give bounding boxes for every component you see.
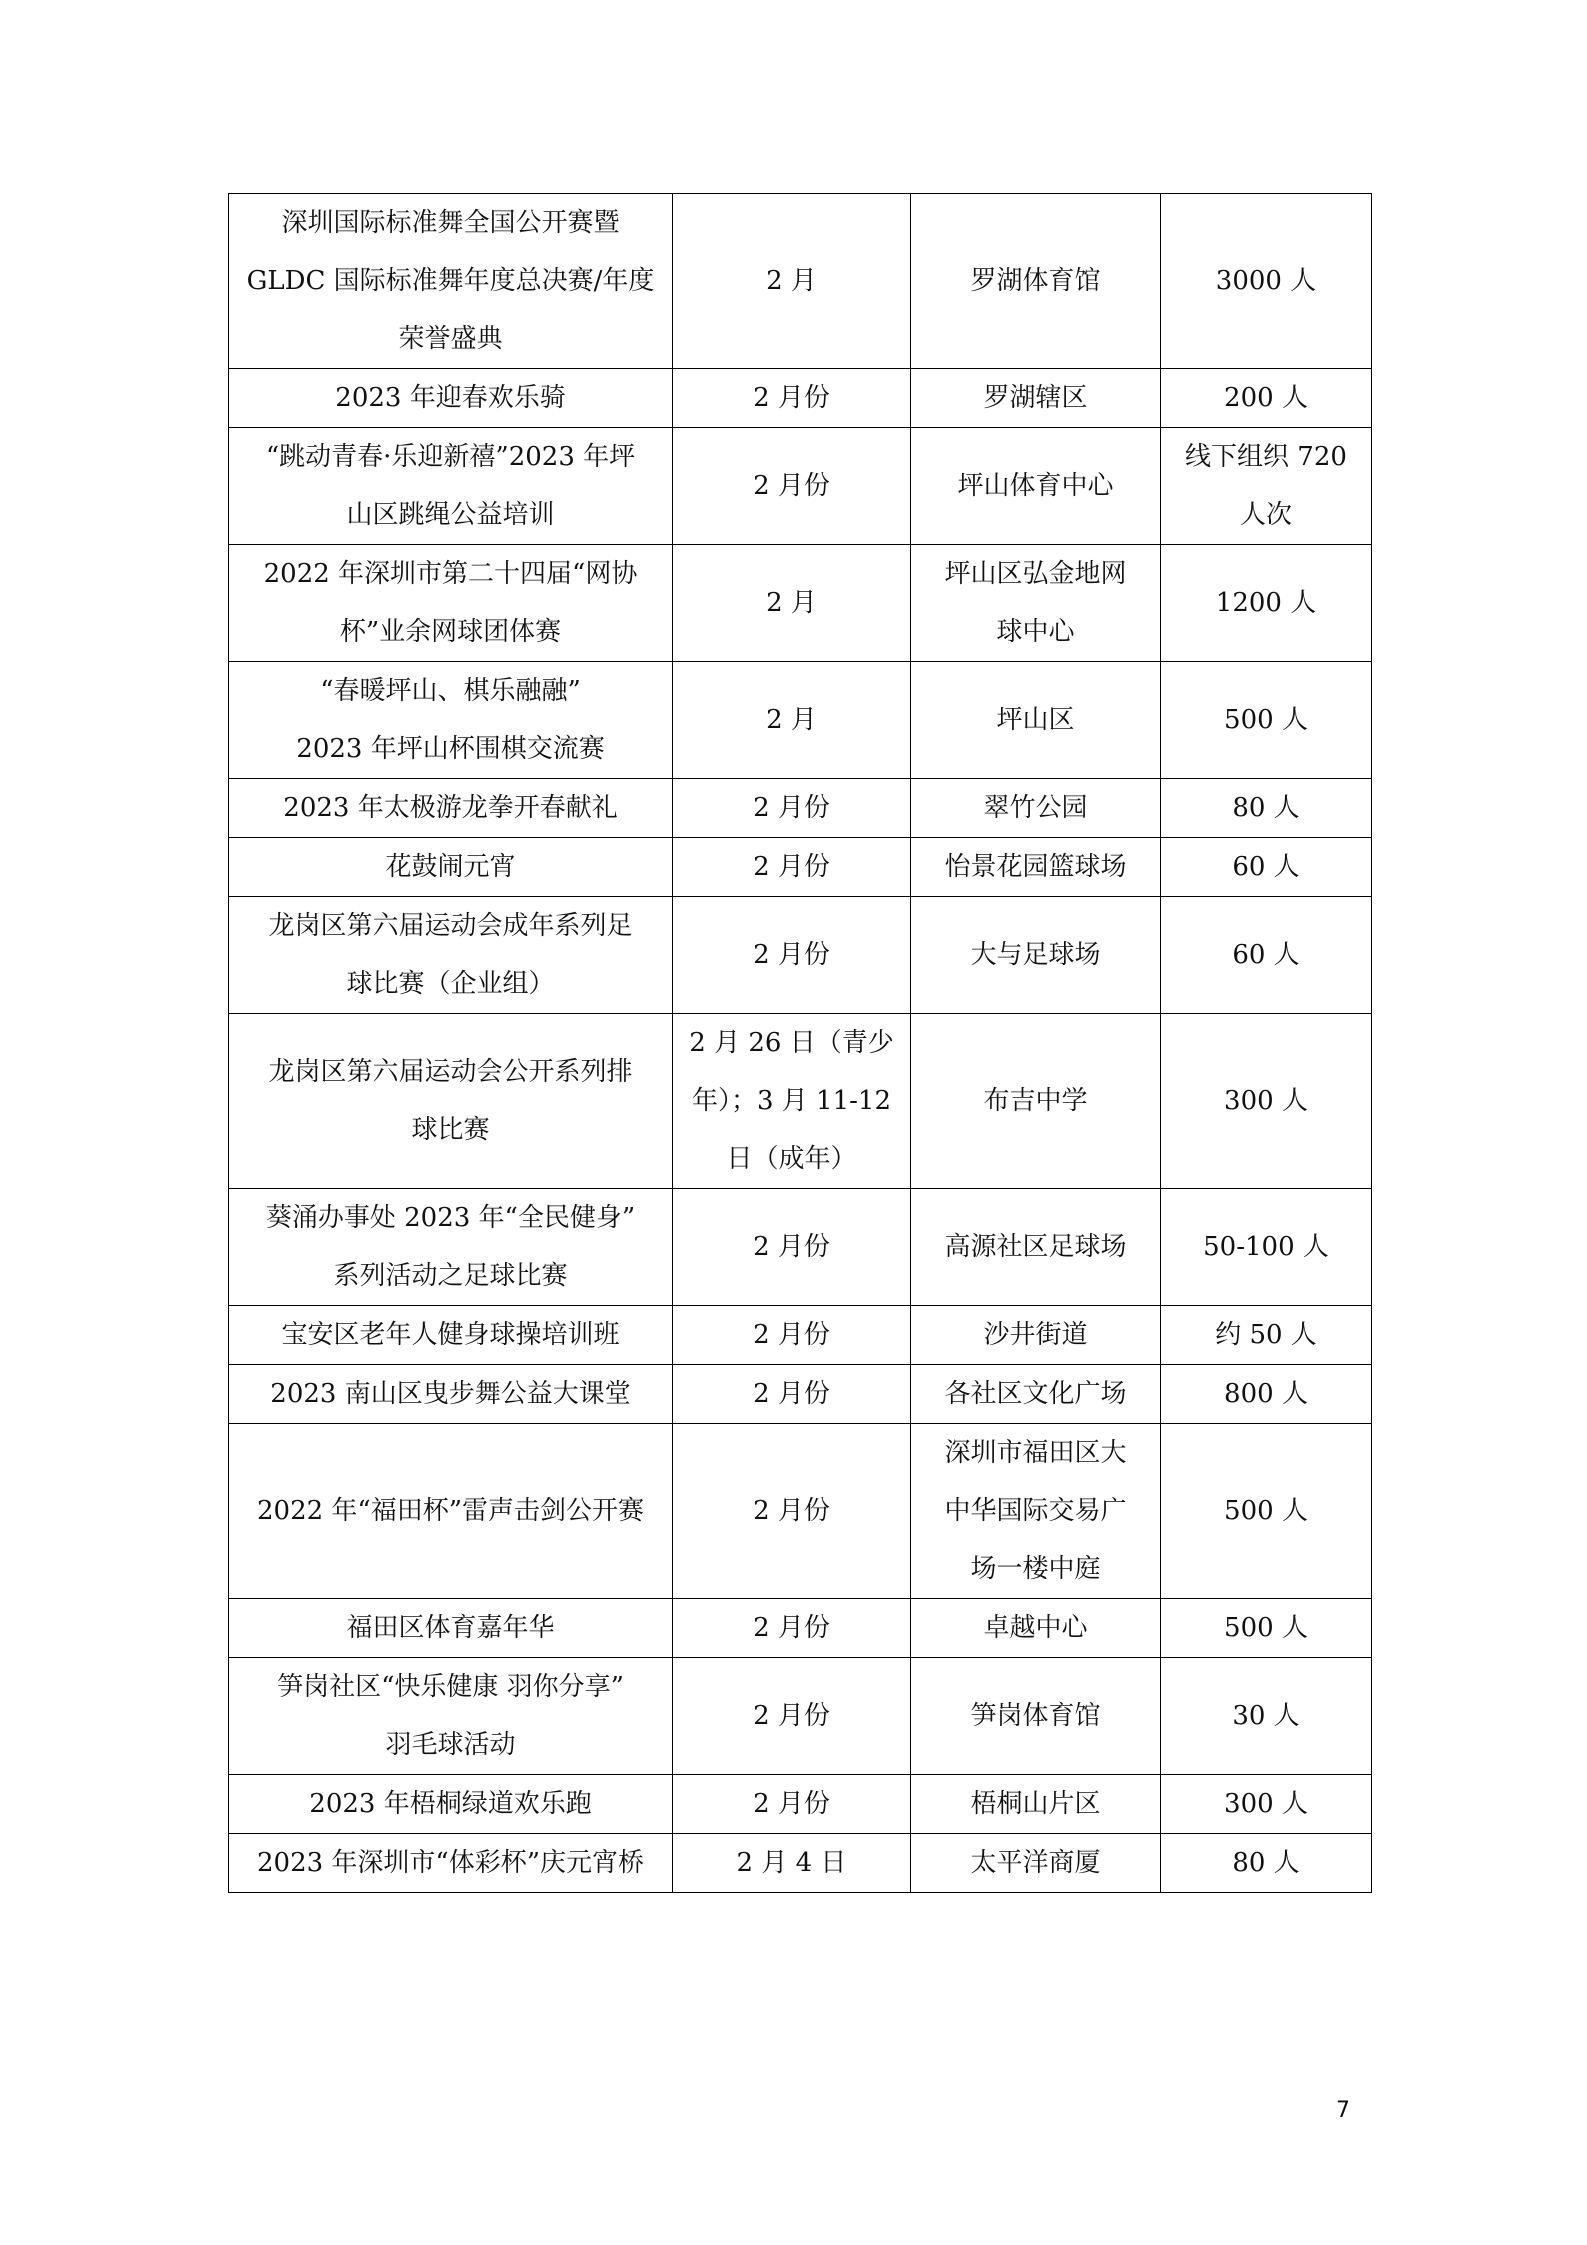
event-date-cell-line: 2 月份 (753, 1232, 830, 1262)
table-row (229, 428, 1372, 545)
event-name-cell-line: 笋岗社区“快乐健康 羽你分享” (277, 1672, 624, 1702)
event-people-cell-line: 30 人 (1232, 1701, 1300, 1731)
event-date-cell (673, 194, 911, 369)
event-people-cell-line: 60 人 (1232, 852, 1300, 882)
event-date-cell-line: 2 月份 (753, 852, 830, 882)
event-name-cell-line: 花鼓闹元宵 (385, 852, 516, 882)
event-date-cell (673, 428, 911, 545)
event-date-cell (673, 369, 911, 428)
event-date-cell (673, 838, 911, 897)
event-venue-cell-line: 罗湖体育馆 (970, 266, 1101, 296)
page-number: 7 (1336, 2098, 1350, 2123)
event-date-cell (673, 662, 911, 779)
event-name-cell-line: 2023 南山区曳步舞公益大课堂 (270, 1379, 631, 1409)
event-name-cell-line: 福田区体育嘉年华 (346, 1613, 555, 1643)
table-row (229, 1014, 1372, 1189)
event-name-cell (229, 1014, 673, 1189)
event-people-cell (1161, 1599, 1372, 1658)
table-row (229, 779, 1372, 838)
table-row (229, 1775, 1372, 1834)
event-venue-cell-line: 罗湖辖区 (983, 383, 1088, 413)
event-name-cell-line: 系列活动之足球比赛 (333, 1261, 568, 1291)
event-venue-cell (911, 779, 1161, 838)
event-people-cell (1161, 369, 1372, 428)
event-venue-cell-line: 坪山区 (996, 705, 1075, 735)
event-venue-cell-line: 各社区文化广场 (944, 1379, 1127, 1409)
event-venue-cell-line: 中华国际交易广 (944, 1496, 1127, 1526)
event-people-cell-line: 约 50 人 (1215, 1320, 1317, 1350)
event-people-cell-line: 线下组织 720 (1185, 442, 1347, 472)
event-name-cell-line: 杯”业余网球团体赛 (339, 617, 562, 647)
event-venue-cell (911, 369, 1161, 428)
event-people-cell-line: 500 人 (1224, 705, 1308, 735)
event-date-cell-line: 2 月份 (753, 1320, 830, 1350)
event-name-cell-line: 2023 年太极游龙拳开春献礼 (283, 793, 618, 823)
event-people-cell-line: 80 人 (1232, 1848, 1300, 1878)
table-row (229, 1658, 1372, 1775)
event-venue-cell (911, 1306, 1161, 1365)
event-name-cell-line: 宝安区老年人健身球操培训班 (281, 1320, 620, 1350)
events-table-body (229, 194, 1372, 1893)
event-name-cell-line: 2023 年深圳市“体彩杯”庆元宵桥 (256, 1848, 645, 1878)
event-date-cell-line: 2 月 4 日 (736, 1848, 847, 1878)
event-name-cell-line: GLDC 国际标准舞年度总决赛/年度 (246, 266, 655, 296)
event-date-cell-line: 2 月份 (753, 1613, 830, 1643)
event-venue-cell-line: 翠竹公园 (983, 793, 1088, 823)
event-name-cell-line: 羽毛球活动 (385, 1730, 516, 1760)
event-date-cell (673, 545, 911, 662)
events-table (228, 193, 1372, 1893)
event-venue-cell-line: 球中心 (996, 617, 1075, 647)
event-name-cell-line: 山区跳绳公益培训 (346, 500, 555, 530)
table-row (229, 194, 1372, 369)
event-date-cell (673, 779, 911, 838)
event-name-cell-line: 2023 年梧桐绿道欢乐跑 (309, 1789, 592, 1819)
event-name-cell-line: 龙岗区第六届运动会成年系列足 (268, 911, 633, 941)
table-row (229, 545, 1372, 662)
event-people-cell-line: 800 人 (1224, 1379, 1308, 1409)
event-people-cell-line: 300 人 (1224, 1789, 1308, 1819)
event-people-cell-line: 60 人 (1232, 940, 1300, 970)
event-venue-cell-line: 怡景花园篮球场 (944, 852, 1127, 882)
event-date-cell-line: 2 月 (766, 588, 817, 618)
event-name-cell-line: 龙岗区第六届运动会公开系列排 (268, 1057, 633, 1087)
event-venue-cell-line: 太平洋商厦 (970, 1848, 1101, 1878)
event-name-cell-line: 葵涌办事处 2023 年“全民健身” (265, 1203, 636, 1233)
table-row (229, 1424, 1372, 1599)
event-date-cell-line: 2 月份 (753, 1496, 830, 1526)
event-people-cell-line: 3000 人 (1215, 266, 1317, 296)
event-people-cell (1161, 1775, 1372, 1834)
event-venue-cell (911, 838, 1161, 897)
event-venue-cell-line: 深圳市福田区大 (944, 1438, 1127, 1468)
event-name-cell (229, 662, 673, 779)
table-row (229, 838, 1372, 897)
event-date-cell-line: 2 月份 (753, 793, 830, 823)
event-date-cell-line: 2 月份 (753, 1701, 830, 1731)
event-people-cell (1161, 1365, 1372, 1424)
event-date-cell-line: 2 月份 (753, 1789, 830, 1819)
event-people-cell-line: 500 人 (1224, 1496, 1308, 1526)
event-people-cell (1161, 1424, 1372, 1599)
event-name-cell (229, 428, 673, 545)
event-name-cell (229, 194, 673, 369)
event-date-cell-line: 2 月份 (753, 940, 830, 970)
event-name-cell-line: 2023 年迎春欢乐骑 (335, 383, 566, 413)
event-name-cell-line: 球比赛（企业组） (346, 969, 555, 999)
table-row (229, 1306, 1372, 1365)
event-venue-cell-line: 布吉中学 (983, 1086, 1088, 1116)
event-name-cell (229, 1775, 673, 1834)
event-people-cell-line: 500 人 (1224, 1613, 1308, 1643)
event-people-cell-line: 1200 人 (1215, 588, 1317, 618)
event-venue-cell (911, 194, 1161, 369)
table-row (229, 1834, 1372, 1893)
event-date-cell-line: 2 月份 (753, 471, 830, 501)
event-venue-cell (911, 662, 1161, 779)
event-venue-cell-line: 梧桐山片区 (970, 1789, 1101, 1819)
event-venue-cell-line: 大与足球场 (970, 940, 1101, 970)
event-date-cell (673, 1775, 911, 1834)
event-venue-cell-line: 高源社区足球场 (944, 1232, 1127, 1262)
event-name-cell (229, 1599, 673, 1658)
event-venue-cell (911, 545, 1161, 662)
table-row (229, 1599, 1372, 1658)
event-venue-cell (911, 1658, 1161, 1775)
event-people-cell (1161, 779, 1372, 838)
event-venue-cell-line: 卓越中心 (983, 1613, 1088, 1643)
event-name-cell (229, 1424, 673, 1599)
event-name-cell-line: 2022 年深圳市第二十四届“网协 (263, 559, 638, 589)
event-date-cell-line: 2 月份 (753, 1379, 830, 1409)
event-date-cell (673, 1014, 911, 1189)
event-name-cell-line: 2023 年坪山杯围棋交流赛 (296, 734, 605, 764)
event-name-cell-line: 2022 年“福田杯”雷声击剑公开赛 (256, 1496, 645, 1526)
event-name-cell (229, 545, 673, 662)
event-venue-cell (911, 1365, 1161, 1424)
event-people-cell (1161, 1189, 1372, 1306)
event-people-cell-line: 300 人 (1224, 1086, 1308, 1116)
event-date-cell (673, 1599, 911, 1658)
event-people-cell (1161, 897, 1372, 1014)
event-people-cell (1161, 1834, 1372, 1893)
event-venue-cell (911, 1189, 1161, 1306)
table-row (229, 1189, 1372, 1306)
event-venue-cell (911, 428, 1161, 545)
event-name-cell-line: “春暖坪山、棋乐融融” (320, 676, 581, 706)
event-people-cell-line: 80 人 (1232, 793, 1300, 823)
event-date-cell-line: 年）；3 月 11-12 (691, 1086, 892, 1116)
event-date-cell (673, 1834, 911, 1893)
event-name-cell (229, 838, 673, 897)
event-name-cell (229, 1306, 673, 1365)
table-row (229, 369, 1372, 428)
event-people-cell (1161, 545, 1372, 662)
event-people-cell (1161, 662, 1372, 779)
event-venue-cell (911, 1014, 1161, 1189)
event-people-cell (1161, 1306, 1372, 1365)
event-people-cell (1161, 428, 1372, 545)
event-name-cell (229, 1365, 673, 1424)
event-people-cell (1161, 838, 1372, 897)
event-name-cell (229, 1834, 673, 1893)
event-people-cell (1161, 1658, 1372, 1775)
event-venue-cell (911, 1424, 1161, 1599)
event-people-cell-line: 50-100 人 (1203, 1232, 1329, 1262)
event-venue-cell-line: 坪山区弘金地网 (944, 559, 1127, 589)
event-date-cell-line: 2 月份 (753, 383, 830, 413)
event-date-cell (673, 1365, 911, 1424)
table-row (229, 662, 1372, 779)
event-date-cell (673, 1306, 911, 1365)
event-name-cell-line: 深圳国际标准舞全国公开赛暨 (281, 208, 620, 238)
event-date-cell-line: 日（成年） (726, 1144, 857, 1174)
event-date-cell-line: 2 月 (766, 705, 817, 735)
event-date-cell-line: 2 月 26 日（青少 (689, 1028, 894, 1058)
event-venue-cell-line: 笋岗体育馆 (970, 1701, 1101, 1731)
event-venue-cell-line: 沙井街道 (983, 1320, 1088, 1350)
event-name-cell-line: 球比赛 (411, 1115, 490, 1145)
event-venue-cell (911, 1775, 1161, 1834)
event-venue-cell (911, 1599, 1161, 1658)
event-venue-cell-line: 场一楼中庭 (970, 1554, 1101, 1584)
event-people-cell-line: 人次 (1239, 500, 1292, 530)
event-name-cell (229, 779, 673, 838)
event-name-cell (229, 897, 673, 1014)
event-venue-cell-line: 坪山体育中心 (957, 471, 1114, 501)
event-people-cell (1161, 194, 1372, 369)
event-date-cell-line: 2 月 (766, 266, 817, 296)
event-name-cell-line: “跳动青春·乐迎新禧”2023 年坪 (265, 442, 636, 472)
event-name-cell (229, 369, 673, 428)
event-venue-cell (911, 1834, 1161, 1893)
event-name-cell (229, 1658, 673, 1775)
table-row (229, 1365, 1372, 1424)
table-row (229, 897, 1372, 1014)
event-date-cell (673, 1658, 911, 1775)
event-people-cell (1161, 1014, 1372, 1189)
event-date-cell (673, 1189, 911, 1306)
event-venue-cell (911, 897, 1161, 1014)
event-date-cell (673, 897, 911, 1014)
event-name-cell-line: 荣誉盛典 (398, 324, 503, 354)
event-people-cell-line: 200 人 (1224, 383, 1308, 413)
event-name-cell (229, 1189, 673, 1306)
event-date-cell (673, 1424, 911, 1599)
